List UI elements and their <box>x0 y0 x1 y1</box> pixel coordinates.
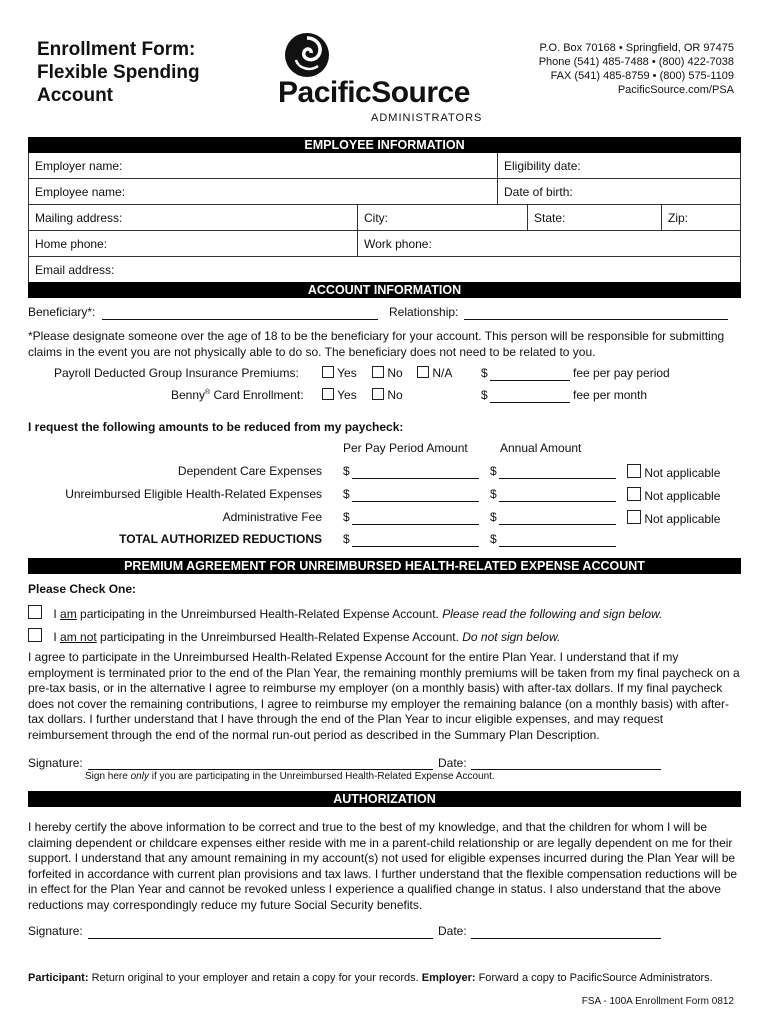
dependent-care-label: Dependent Care Expenses <box>177 464 322 478</box>
signature-label: Signature: <box>28 924 83 938</box>
registered-mark: ® <box>205 389 211 396</box>
authorization-date-line[interactable] <box>471 937 661 939</box>
am-not-text: am not <box>60 630 97 644</box>
title-line-3: Account <box>37 85 113 106</box>
fax-line: FAX (541) 485-8759 • (800) 575-1109 <box>550 70 734 82</box>
not-participating-option[interactable] <box>28 628 560 644</box>
dollar-sign: $ <box>481 366 488 380</box>
employee-info-grid <box>28 153 741 283</box>
not-participating-checkbox[interactable] <box>28 628 42 642</box>
benny-text: Benny <box>171 388 206 402</box>
signature-label: Signature: <box>28 756 83 770</box>
dollar-sign: $ <box>481 388 488 402</box>
payroll-no-checkbox[interactable] <box>372 366 384 378</box>
eligibility-date-field[interactable]: Eligibility date: <box>497 153 740 178</box>
benny-no-option[interactable] <box>372 388 403 402</box>
option-text: participating in the Unreimbursed Health-Related Expense Account. <box>76 607 443 621</box>
premium-agreement-text: I agree to participate in the Unreimbursed Health-Related Expense Account for the entire Plan Year. I understand that if my employment is terminated prior to the end of the Plan Year, the remaining monthly premiums will be taken from my final paycheck on a pre-tax basis, or in the alternative I agree to reimburse my employer (on a monthly basis) with after-tax dollars. If my final paycheck does not cover the remaining contributions, I agree to reimburse my employer the remaining balance (on a monthly basis) with after-tax dollars. I further understand that I have through the end of the Plan Year to incur eligible expenses, and may request reimbursement through the end of the normal run-out period as described in the Summary Plan Description. <box>28 650 740 742</box>
form-title <box>37 38 200 107</box>
fee-month-label: fee per month <box>573 388 648 402</box>
payroll-yes-option[interactable] <box>322 366 357 380</box>
option-instruction: Do not sign below. <box>462 630 561 644</box>
dependent-care-na-checkbox[interactable] <box>627 464 641 478</box>
contact-address <box>539 41 734 97</box>
dependent-care-na-option[interactable] <box>627 464 720 480</box>
dollar-sign: $ <box>343 487 350 501</box>
fee-pay-period-line[interactable] <box>490 379 570 381</box>
relationship-line[interactable] <box>464 318 728 320</box>
admin-fee-na-option[interactable] <box>627 510 720 526</box>
employer-name-field[interactable]: Employer name: <box>35 159 123 173</box>
option-instruction: Please read the following and sign below. <box>442 607 663 621</box>
participating-option[interactable] <box>28 605 662 621</box>
dollar-sign: $ <box>490 532 497 546</box>
authorization-heading: AUTHORIZATION <box>28 791 741 807</box>
na-label: N/A <box>432 366 453 380</box>
phone-line: Phone (541) 485-7488 • (800) 422-7038 <box>538 56 734 68</box>
dependent-care-per-pay-line[interactable] <box>352 477 479 479</box>
website-line: PacificSource.com/PSA <box>617 84 734 96</box>
email-address-field[interactable]: Email address: <box>35 263 115 277</box>
option-text: participating in the Unreimbursed Health-Related Expense Account. <box>96 630 463 644</box>
payroll-na-option[interactable] <box>417 366 452 380</box>
annual-amount-column: Annual Amount <box>500 441 582 455</box>
sign-note-text: Sign here <box>85 771 131 782</box>
form-id: FSA - 100A Enrollment Form 0812 <box>581 996 734 1007</box>
admin-fee-label: Administrative Fee <box>222 510 322 524</box>
work-phone-field[interactable]: Work phone: <box>357 231 740 256</box>
logo-subtitle: ADMINISTRATORS <box>371 112 483 124</box>
mailing-address-field[interactable]: Mailing address: <box>35 211 123 225</box>
date-of-birth-field[interactable]: Date of birth: <box>497 179 740 204</box>
health-na-checkbox[interactable] <box>627 487 641 501</box>
admin-fee-annual-line[interactable] <box>499 523 616 525</box>
payroll-premiums-label: Payroll Deducted Group Insurance Premiums: <box>54 366 299 380</box>
total-per-pay-line[interactable] <box>352 545 479 547</box>
yes-label: Yes <box>337 366 357 380</box>
beneficiary-note: *Please designate someone over the age of 18 to be the beneficiary for your account. This person will be responsible for submitting claims in the event you are not physically able to do so. The beneficiary does not need to be related to you. <box>28 329 725 359</box>
fee-month-line[interactable] <box>490 401 570 403</box>
per-pay-period-column: Per Pay Period Amount <box>343 441 468 455</box>
authorization-text: I hereby certify the above information to be correct and true to the best of my knowledge, and that the children for whom I will be claiming dependent or childcare expenses either reside with me in a parent-child relationship or are legally dependent on me for their support. I understand that any amount remaining in my account(s) not used for eligible expenses incurred during the Plan Year will be forfeited in accordance with current plan provisions and tax laws. I further understand that the flexible compensation reductions will be in effect for the Plan Year and cannot be revoked unless I experience a qualified change in status. I also understand that the above reductions may correspondingly reduce my future Social Security benefits. <box>28 820 738 912</box>
dollar-sign: $ <box>343 510 350 524</box>
employee-info-heading: EMPLOYEE INFORMATION <box>28 137 741 153</box>
dollar-sign: $ <box>490 487 497 501</box>
relationship-label: Relationship: <box>389 305 459 319</box>
please-check-one: Please Check One: <box>28 582 137 596</box>
beneficiary-line[interactable] <box>102 318 378 320</box>
participant-instructions: Return original to your employer and retain a copy for your records. <box>88 972 422 984</box>
payroll-yes-checkbox[interactable] <box>322 366 334 378</box>
state-field[interactable]: State: <box>527 205 661 230</box>
health-per-pay-line[interactable] <box>352 500 479 502</box>
participating-checkbox[interactable] <box>28 605 42 619</box>
beneficiary-label: Beneficiary*: <box>28 305 96 319</box>
premium-agreement-heading: PREMIUM AGREEMENT FOR UNREIMBURSED HEALTH-RELATED EXPENSE ACCOUNT <box>28 558 741 574</box>
account-info-heading: ACCOUNT INFORMATION <box>28 282 741 298</box>
benny-yes-option[interactable] <box>322 388 357 402</box>
sign-note-only: only <box>130 771 149 782</box>
employee-name-field[interactable]: Employee name: <box>35 185 126 199</box>
benny-card-label <box>171 388 304 402</box>
dollar-sign: $ <box>490 510 497 524</box>
no-label: No <box>387 388 403 402</box>
premium-signature-line[interactable] <box>88 768 433 770</box>
address-line: P.O. Box 70168 • Springfield, OR 97475 <box>539 42 734 54</box>
zip-field[interactable]: Zip: <box>661 205 740 230</box>
am-text: am <box>60 607 77 621</box>
reduction-request-heading: I request the following amounts to be reduced from my paycheck: <box>28 420 404 434</box>
not-applicable-label: Not applicable <box>644 466 721 480</box>
no-label: No <box>387 366 403 380</box>
not-applicable-label: Not applicable <box>644 489 721 503</box>
health-na-option[interactable] <box>627 487 720 503</box>
title-line-1: Enrollment Form: <box>37 39 196 60</box>
date-label: Date: <box>438 756 467 770</box>
premium-date-line[interactable] <box>471 768 661 770</box>
employer-instructions: Forward a copy to PacificSource Administrators. <box>475 972 713 984</box>
dollar-sign: $ <box>343 532 350 546</box>
fee-pay-period-label: fee per pay period <box>573 366 670 380</box>
title-line-2: Flexible Spending <box>37 62 200 83</box>
not-applicable-label: Not applicable <box>644 512 721 526</box>
swirl-logo-icon <box>282 30 332 80</box>
city-field[interactable]: City: <box>357 205 527 230</box>
dollar-sign: $ <box>343 464 350 478</box>
date-label: Date: <box>438 924 467 938</box>
sign-note-rest: if you are participating in the Unreimbursed Health-Related Expense Account. <box>148 771 495 782</box>
yes-label: Yes <box>337 388 357 402</box>
employer-label: Employer: <box>421 972 476 984</box>
dependent-care-annual-line[interactable] <box>499 477 616 479</box>
dollar-sign: $ <box>490 464 497 478</box>
health-annual-line[interactable] <box>499 500 616 502</box>
benny-no-checkbox[interactable] <box>372 388 384 400</box>
health-expenses-label: Unreimbursed Eligible Health-Related Expenses <box>65 487 322 501</box>
logo-wordmark: PacificSource <box>278 76 470 109</box>
admin-fee-na-checkbox[interactable] <box>627 510 641 524</box>
pacificsource-logo <box>276 30 483 126</box>
admin-fee-per-pay-line[interactable] <box>352 523 479 525</box>
card-enrollment-text: Card Enrollment: <box>210 388 304 402</box>
total-reductions-label: TOTAL AUTHORIZED REDUCTIONS <box>119 532 322 546</box>
return-instructions <box>28 972 713 984</box>
payroll-na-checkbox[interactable] <box>417 366 429 378</box>
payroll-no-option[interactable] <box>372 366 403 380</box>
participant-label: Participant: <box>28 972 89 984</box>
total-annual-line[interactable] <box>499 545 616 547</box>
option-prefix: I <box>53 607 61 621</box>
option-prefix: I <box>53 630 61 644</box>
authorization-signature-line[interactable] <box>88 937 433 939</box>
home-phone-field[interactable]: Home phone: <box>35 237 108 251</box>
sign-here-note <box>85 771 495 782</box>
benny-yes-checkbox[interactable] <box>322 388 334 400</box>
